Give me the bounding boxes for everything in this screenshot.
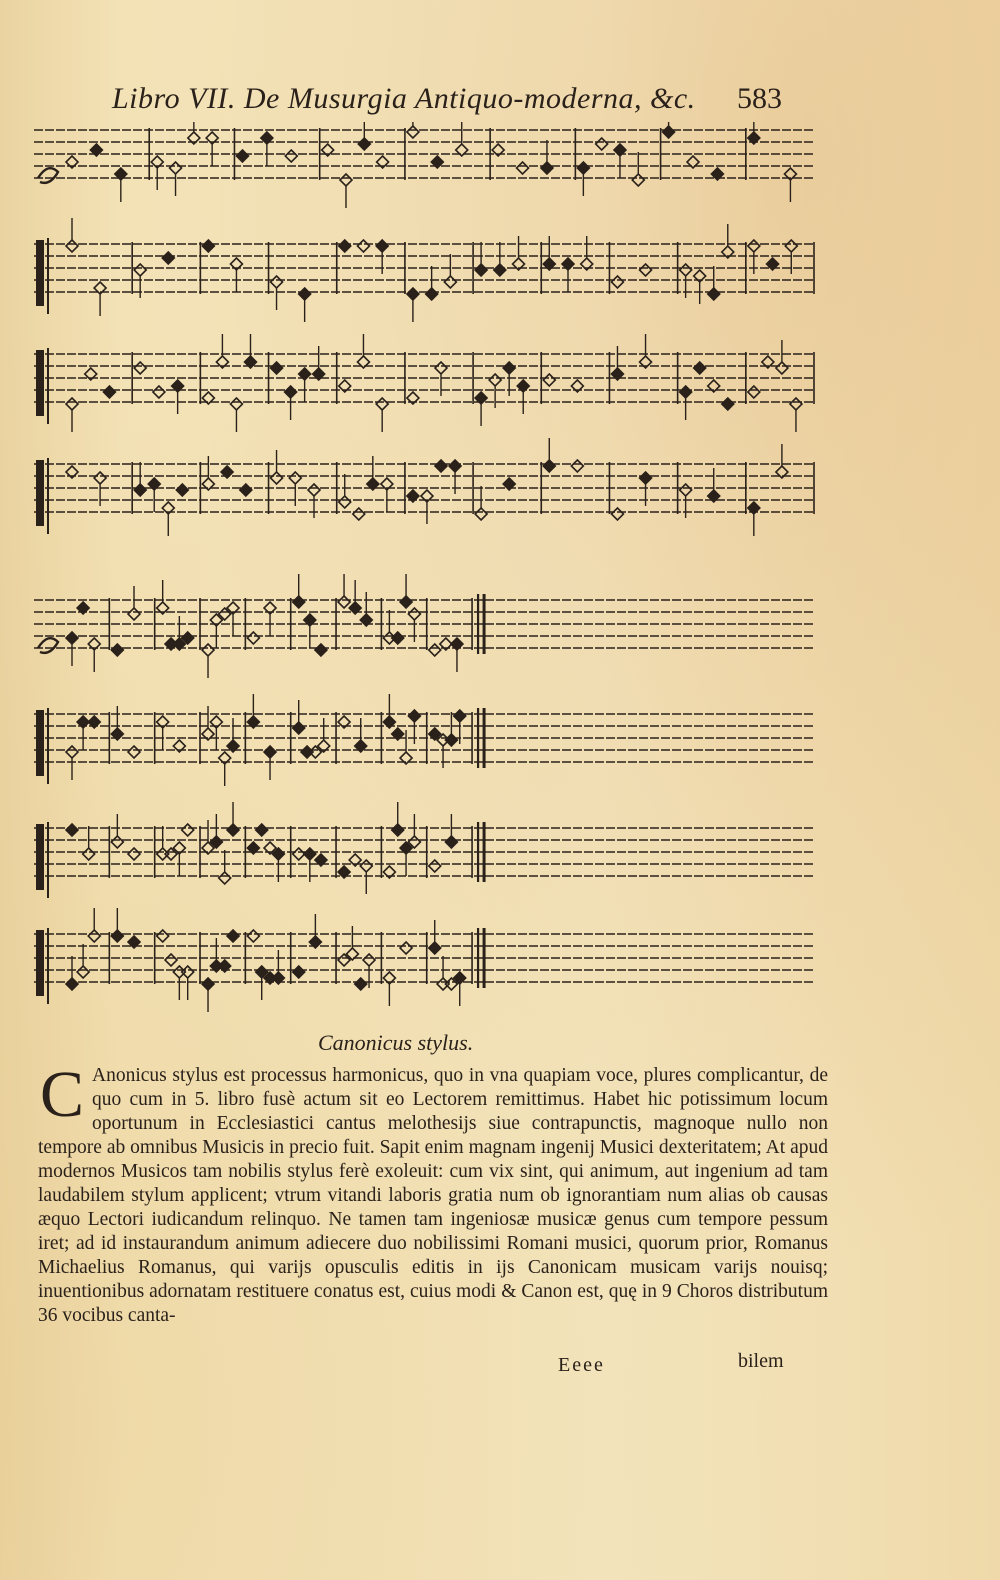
note-head <box>357 240 369 252</box>
note-head <box>407 126 419 138</box>
note-head <box>541 162 553 174</box>
note-head <box>722 398 734 410</box>
note-head <box>157 848 169 860</box>
note-head <box>407 288 419 300</box>
note-head <box>449 460 461 472</box>
note-head <box>301 746 313 758</box>
note-head <box>517 162 529 174</box>
note-head <box>128 848 140 860</box>
note-head <box>128 746 140 758</box>
note-head <box>170 162 182 174</box>
note-head <box>308 484 320 496</box>
note-head <box>157 930 169 942</box>
note-head <box>182 966 194 978</box>
note-head <box>358 138 370 150</box>
note-head <box>571 460 583 472</box>
note-head <box>444 276 456 288</box>
signature-mark: Eeee <box>558 1354 605 1376</box>
note-head <box>94 472 106 484</box>
note-head <box>694 362 706 374</box>
note-head <box>435 460 447 472</box>
note-head <box>271 362 283 374</box>
note-head <box>475 264 487 276</box>
note-head <box>202 240 214 252</box>
note-head <box>134 484 146 496</box>
note-head <box>400 942 412 954</box>
note-head <box>271 472 283 484</box>
note-head <box>162 252 174 264</box>
note-head <box>429 942 441 954</box>
note-head <box>285 150 297 162</box>
note-head <box>543 374 555 386</box>
note-head <box>392 824 404 836</box>
note-head <box>790 398 802 410</box>
note-head <box>111 836 123 848</box>
note-head <box>219 872 231 884</box>
note-head <box>429 860 441 872</box>
note-head <box>66 632 78 644</box>
note-head <box>230 398 242 410</box>
note-head <box>408 608 420 620</box>
note-head <box>503 362 515 374</box>
note-head <box>128 608 140 620</box>
drop-cap-initial: C <box>40 1058 85 1131</box>
running-head: Libro VII. De Musurgia Antiquo-moderna, &c. <box>112 82 696 115</box>
note-head <box>134 264 146 276</box>
note-head <box>304 848 316 860</box>
body-text <box>38 1058 828 1328</box>
note-head <box>103 386 115 398</box>
c-clef-glyph <box>36 930 44 996</box>
note-head <box>445 734 457 746</box>
note-head <box>632 174 644 186</box>
note-head <box>299 288 311 300</box>
note-head <box>66 978 78 990</box>
note-head <box>408 710 420 722</box>
f-clef-glyph <box>38 168 58 183</box>
note-head <box>293 966 305 978</box>
note-head <box>611 276 623 288</box>
note-head <box>66 824 78 836</box>
note-head <box>596 138 608 150</box>
note-head <box>240 484 252 496</box>
note-head <box>577 162 589 174</box>
note-head <box>748 386 760 398</box>
note-head <box>236 150 248 162</box>
note-head <box>247 930 259 942</box>
note-head <box>475 508 487 520</box>
note-head <box>454 710 466 722</box>
paragraph <box>38 1058 828 1328</box>
note-head <box>256 824 268 836</box>
note-head <box>293 722 305 734</box>
paragraph-text: Anonicus stylus est processus harmonicus, quo in vna quapiam voce, plures complicantur, de quo cum in 5. libro fusè actum sit eo Lectorem remittimus. Habet hic potissimum locum oportunum in Ecclesiastici cantus melothesijs siue contrapunctis, magnoque nullo non tempore ab omnibus Musicis in precio fuit. Sapit enim magnam ingenij Musici dexteritatem; At apud modernos Musicos tam nobilis stylus ferè exoleuit: cum vix sint, qui animum, aut ingenium ad tam laudabilem stylum applicent; vtrum vitandi laboris gratia num ob ignorantiam num alias ob causas æquo Lectori iudicandum relinquo. Ne tamen tam ingeniosæ musicæ genus cum tempore pessum iret; ad id instaurandum animum adiecere duo nobilissimi Romani musici, quorum prior, Romanus Michaelius Romanus, qui varijs opusculis editis in ijs Canonicam musicam varijs nouisq; inuentionibus adornatam restituere conatus est, cuius modi & Canon est, quę in 9 Choros distributum 36 vocibus canta- <box>38 1065 828 1326</box>
note-head <box>489 374 501 386</box>
note-head <box>271 276 283 288</box>
c-clef-glyph <box>36 240 44 306</box>
note-head <box>66 398 78 410</box>
note-head <box>360 860 372 872</box>
note-head <box>165 954 177 966</box>
c-clef-glyph <box>36 710 44 776</box>
note-head <box>355 978 367 990</box>
note-head <box>66 746 78 758</box>
note-head <box>400 596 412 608</box>
note-head <box>111 930 123 942</box>
note-head <box>227 824 239 836</box>
page-number: 583 <box>737 82 782 115</box>
note-head <box>285 386 297 398</box>
note-head <box>173 966 185 978</box>
note-head <box>202 978 214 990</box>
note-head <box>429 644 441 656</box>
note-head <box>494 264 506 276</box>
note-head <box>289 472 301 484</box>
note-head <box>339 496 351 508</box>
note-head <box>392 632 404 644</box>
note-head <box>182 824 194 836</box>
note-head <box>227 930 239 942</box>
note-head <box>77 966 89 978</box>
note-head <box>339 240 351 252</box>
musical-score <box>34 122 822 1022</box>
note-head <box>264 746 276 758</box>
note-head <box>435 362 447 374</box>
note-head <box>445 836 457 848</box>
f-clef-glyph <box>38 638 58 653</box>
catchword: bilem <box>738 1350 784 1372</box>
section-caption: Canonicus stylus. <box>318 1030 474 1055</box>
note-head <box>640 472 652 484</box>
note-head <box>376 398 388 410</box>
note-head <box>680 264 692 276</box>
note-head <box>88 930 100 942</box>
note-head <box>663 126 675 138</box>
note-head <box>340 174 352 186</box>
note-head <box>66 240 78 252</box>
note-head <box>353 508 365 520</box>
note-head <box>202 644 214 656</box>
note-head <box>83 848 95 860</box>
note-head <box>437 978 449 990</box>
note-head <box>376 240 388 252</box>
note-head <box>315 644 327 656</box>
note-head <box>153 386 165 398</box>
note-head <box>640 264 652 276</box>
note-head <box>176 484 188 496</box>
note-head <box>611 508 623 520</box>
c-clef-glyph <box>36 350 44 416</box>
note-head <box>134 362 146 374</box>
note-head <box>426 288 438 300</box>
note-head <box>708 288 720 300</box>
note-head <box>543 460 555 472</box>
note-head <box>748 240 760 252</box>
note-head <box>776 362 788 374</box>
note-head <box>111 644 123 656</box>
note-head <box>338 596 350 608</box>
note-head <box>785 240 797 252</box>
note-head <box>680 484 692 496</box>
c-clef-glyph <box>36 460 44 526</box>
note-head <box>680 386 692 398</box>
note-head <box>247 632 259 644</box>
note-head <box>293 596 305 608</box>
c-clef-glyph <box>36 824 44 890</box>
note-head <box>363 954 375 966</box>
